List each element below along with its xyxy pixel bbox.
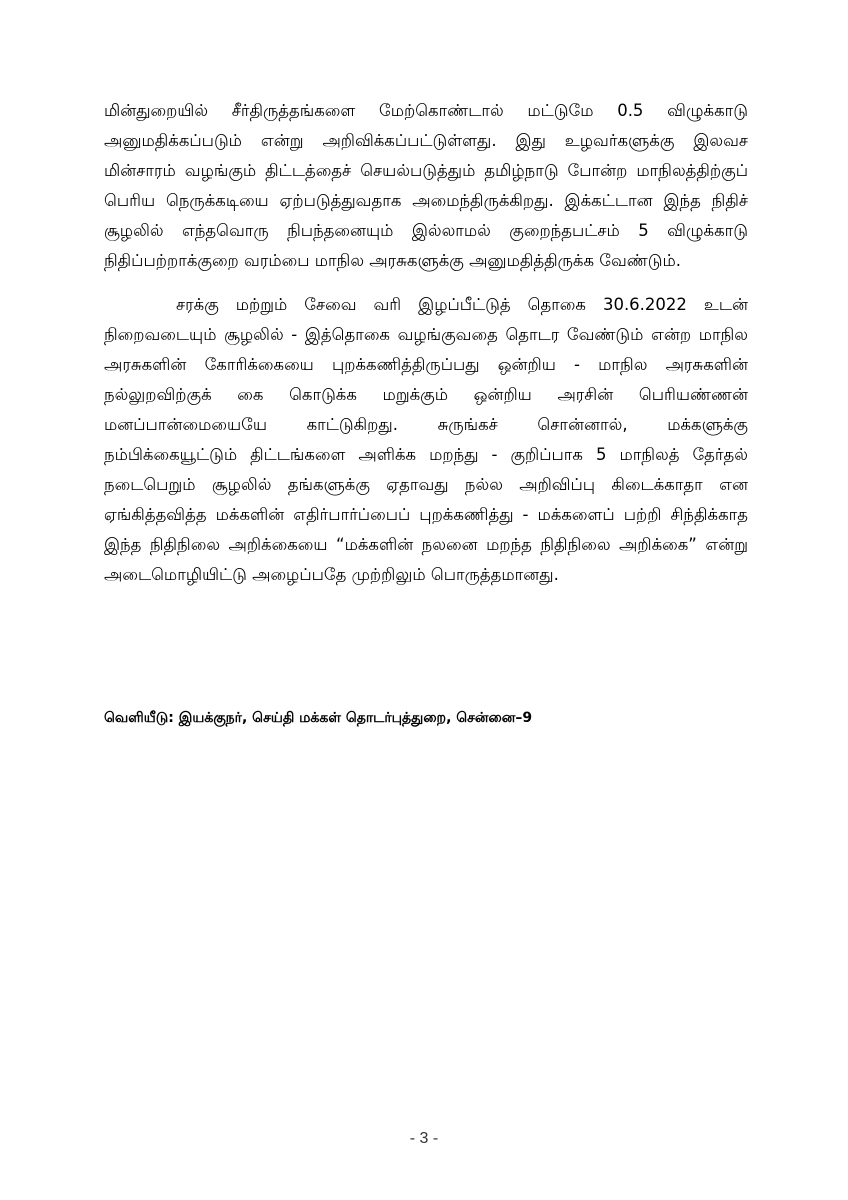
- document-body: [104, 96, 748, 590]
- page-number: - 3 -: [409, 1130, 439, 1147]
- release-line: வெளியீடு: இயக்குநர், செய்தி மக்கள் தொடர்புத்துறை, சென்னை–9: [104, 710, 533, 726]
- paragraph-gst-compensation: சரக்கு மற்றும் சேவை வரி இழப்பீட்டுத் தொகை 30.6.2022 உடன் நிறைவடையும் சூழலில் - இத்தொகை வழங்குவதை தொடர வேண்டும் என்ற மாநில அரசுகளின் கோரிக்கையை புறக்கணித்திருப்பது ஒன்றிய - மாநில அரசுகளின் நல்லுறவிற்குக் கை கொடுக்க மறுக்கும் ஒன்றிய அரசின் பெரியண்ணன் மனப்பான்மையையே காட்டுகிறது. சுருங்கச் சொன்னால், மக்களுக்கு நம்பிக்கையூட்டும் திட்டங்களை அளிக்க மறந்து - குறிப்பாக 5 மாநிலத் தேர்தல் நடைபெறும் சூழலில் தங்களுக்கு ஏதாவது நல்ல அறிவிப்பு கிடைக்காதா என ஏங்கித்தவித்த மக்களின் எதிர்பார்ப்பைப் புறக்கணித்து - மக்களைப் பற்றி சிந்திக்காத இந்த நிதிநிலை அறிக்கையை “மக்களின் நலனை மறந்த நிதிநிலை அறிக்கை” என்று அடைமொழியிட்டு அழைப்பதே முற்றிலும் பொருத்தமானது.: [104, 295, 748, 584]
- paragraph-power-reforms: மின்துறையில் சீர்திருத்தங்களை மேற்கொண்டால் மட்டுமே 0.5 விழுக்காடு அனுமதிக்கப்படும் என்று அறிவிக்கப்பட்டுள்ளது. இது உழவர்களுக்கு இலவச மின்சாரம் வழங்கும் திட்டத்தைச் செயல்படுத்தும் தமிழ்நாடு போன்ற மாநிலத்திற்குப் பெரிய நெருக்கடியை ஏற்படுத்துவதாக அமைந்திருக்கிறது. இக்கட்டான இந்த நிதிச் சூழலில் எந்தவொரு நிபந்தனையும் இல்லாமல் குறைந்தபட்சம் 5 விழுக்காடு நிதிப்பற்றாக்குறை வரம்பை மாநில அரசுகளுக்கு அனுமதித்திருக்க வேண்டும்.: [104, 101, 748, 270]
